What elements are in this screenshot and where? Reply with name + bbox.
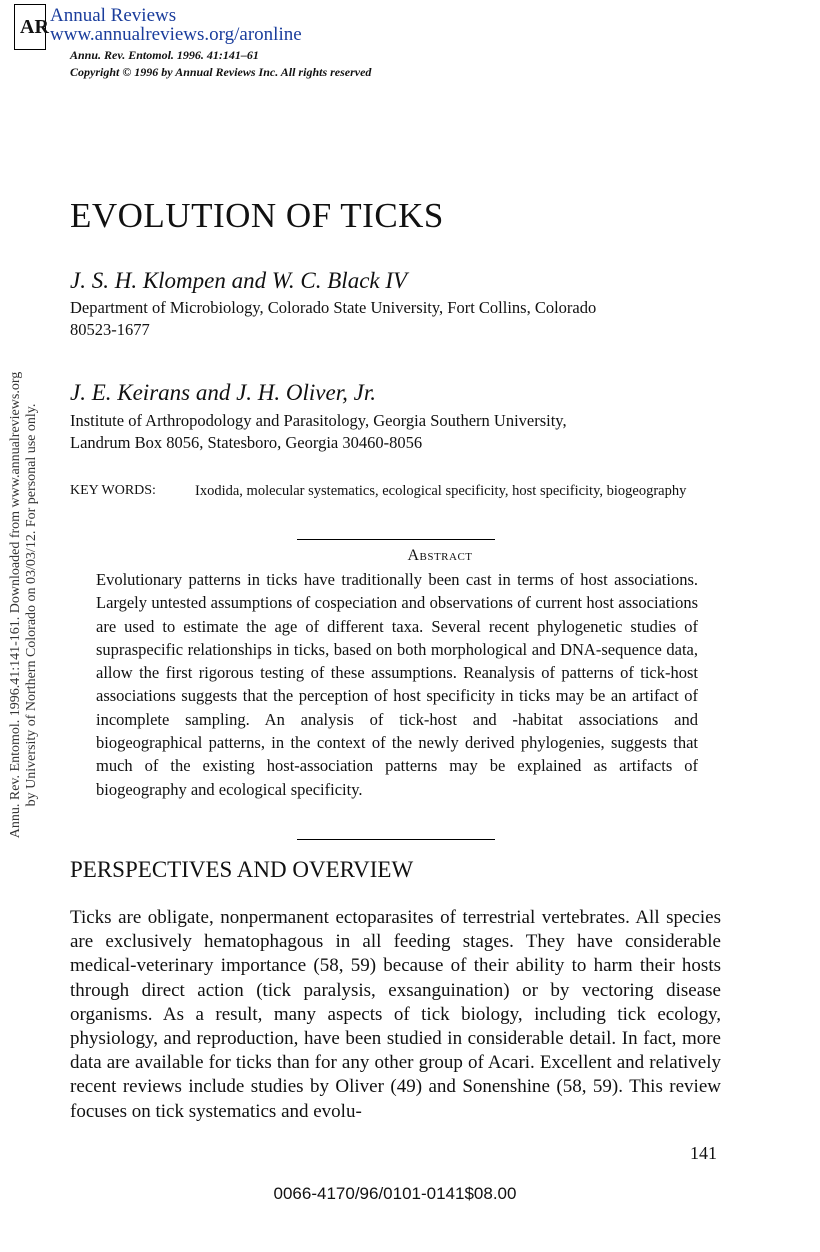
publisher-name[interactable]: Annual Reviews (50, 5, 177, 26)
article-title: EVOLUTION OF TICKS (70, 196, 444, 235)
section-heading: PERSPECTIVES AND OVERVIEW (70, 857, 414, 882)
side-note-line-1: Annu. Rev. Entomol. 1996.41:141-161. Downloaded from www.annualreviews.org (8, 371, 23, 839)
keywords-text: Ixodida, molecular systematics, ecological specificity, host specificity, biogeography (195, 483, 687, 499)
abstract-text: Evolutionary patterns in ticks have traditionally been cast in terms of host associations. Largely untested assumptions of cospeciation and observations of current host associations are used to estimate the age of different taxa. Several recent phylogenetic studies of supraspecific relationships in ticks, based on both morphological and DNA-sequence data, allow the first rigorous testing of these assumptions. Reanalysis of patterns of tick-host associations suggests that the perception of host specificity in ticks may be an artifact of incomplete sampling. An analysis of tick-host and -habitat associations and biogeographical patterns, in the context of the newly derived phylogenies, suggests that much of the existing host-association patterns may be explained as artifacts of biogeography and ecological specificity. (96, 570, 698, 799)
abstract-bottom-rule (297, 839, 495, 840)
affiliation-2-line-1: Institute of Arthropodology and Parasitology, Georgia Southern University, (70, 411, 567, 430)
article-code: 0066-4170/96/0101-0141$08.00 (273, 1184, 517, 1203)
annual-reviews-logo (14, 4, 49, 50)
affiliation-1-line-2: 80523-1677 (70, 320, 150, 339)
journal-citation: Annu. Rev. Entomol. 1996. 41:141–61 (70, 48, 259, 62)
affiliation-1 (70, 297, 720, 341)
body-paragraph: Ticks are obligate, nonpermanent ectoparasites of terrestrial vertebrates. All species are exclusively hematophagous in all feeding stages. They have considerable medical-veterinary importance (58, 59) because of their ability to harm their hosts through direct action (tick paralysis, exsanguination) or by vectoring disease organisms. As a result, many aspects of tick biology, including tick ecology, physiology, and reproduction, have been studied in considerable detail. In fact, more data are available for ticks than for any other group of Acari. Excellent and relatively recent reviews include studies by Oliver (49) and Sonenshine (58, 59). This review focuses on tick systematics and evolu- (70, 907, 721, 1122)
download-side-note (8, 305, 40, 905)
affiliation-1-line-1: Department of Microbiology, Colorado State University, Fort Collins, Colorado (70, 298, 597, 317)
keywords-label: KEY WORDS: (70, 483, 156, 498)
publisher-url-link[interactable]: www.annualreviews.org/aronline (50, 24, 302, 45)
side-note-line-2: by University of Northern Colorado on 03/03/12. For personal use only. (24, 403, 39, 807)
author-names-1: J. S. H. Klompen and W. C. Black IV (70, 268, 408, 293)
page-number: 141 (690, 1143, 717, 1163)
copyright-notice: Copyright © 1996 by Annual Reviews Inc. All rights reserved (70, 65, 372, 79)
abstract-top-rule (297, 539, 495, 540)
logo-letters: AR (20, 16, 49, 38)
affiliation-2-line-2: Landrum Box 8056, Statesboro, Georgia 30460-8056 (70, 433, 423, 452)
author-names-2: J. E. Keirans and J. H. Oliver, Jr. (70, 380, 376, 405)
affiliation-2 (70, 410, 720, 454)
abstract-heading: Abstract (407, 547, 473, 564)
